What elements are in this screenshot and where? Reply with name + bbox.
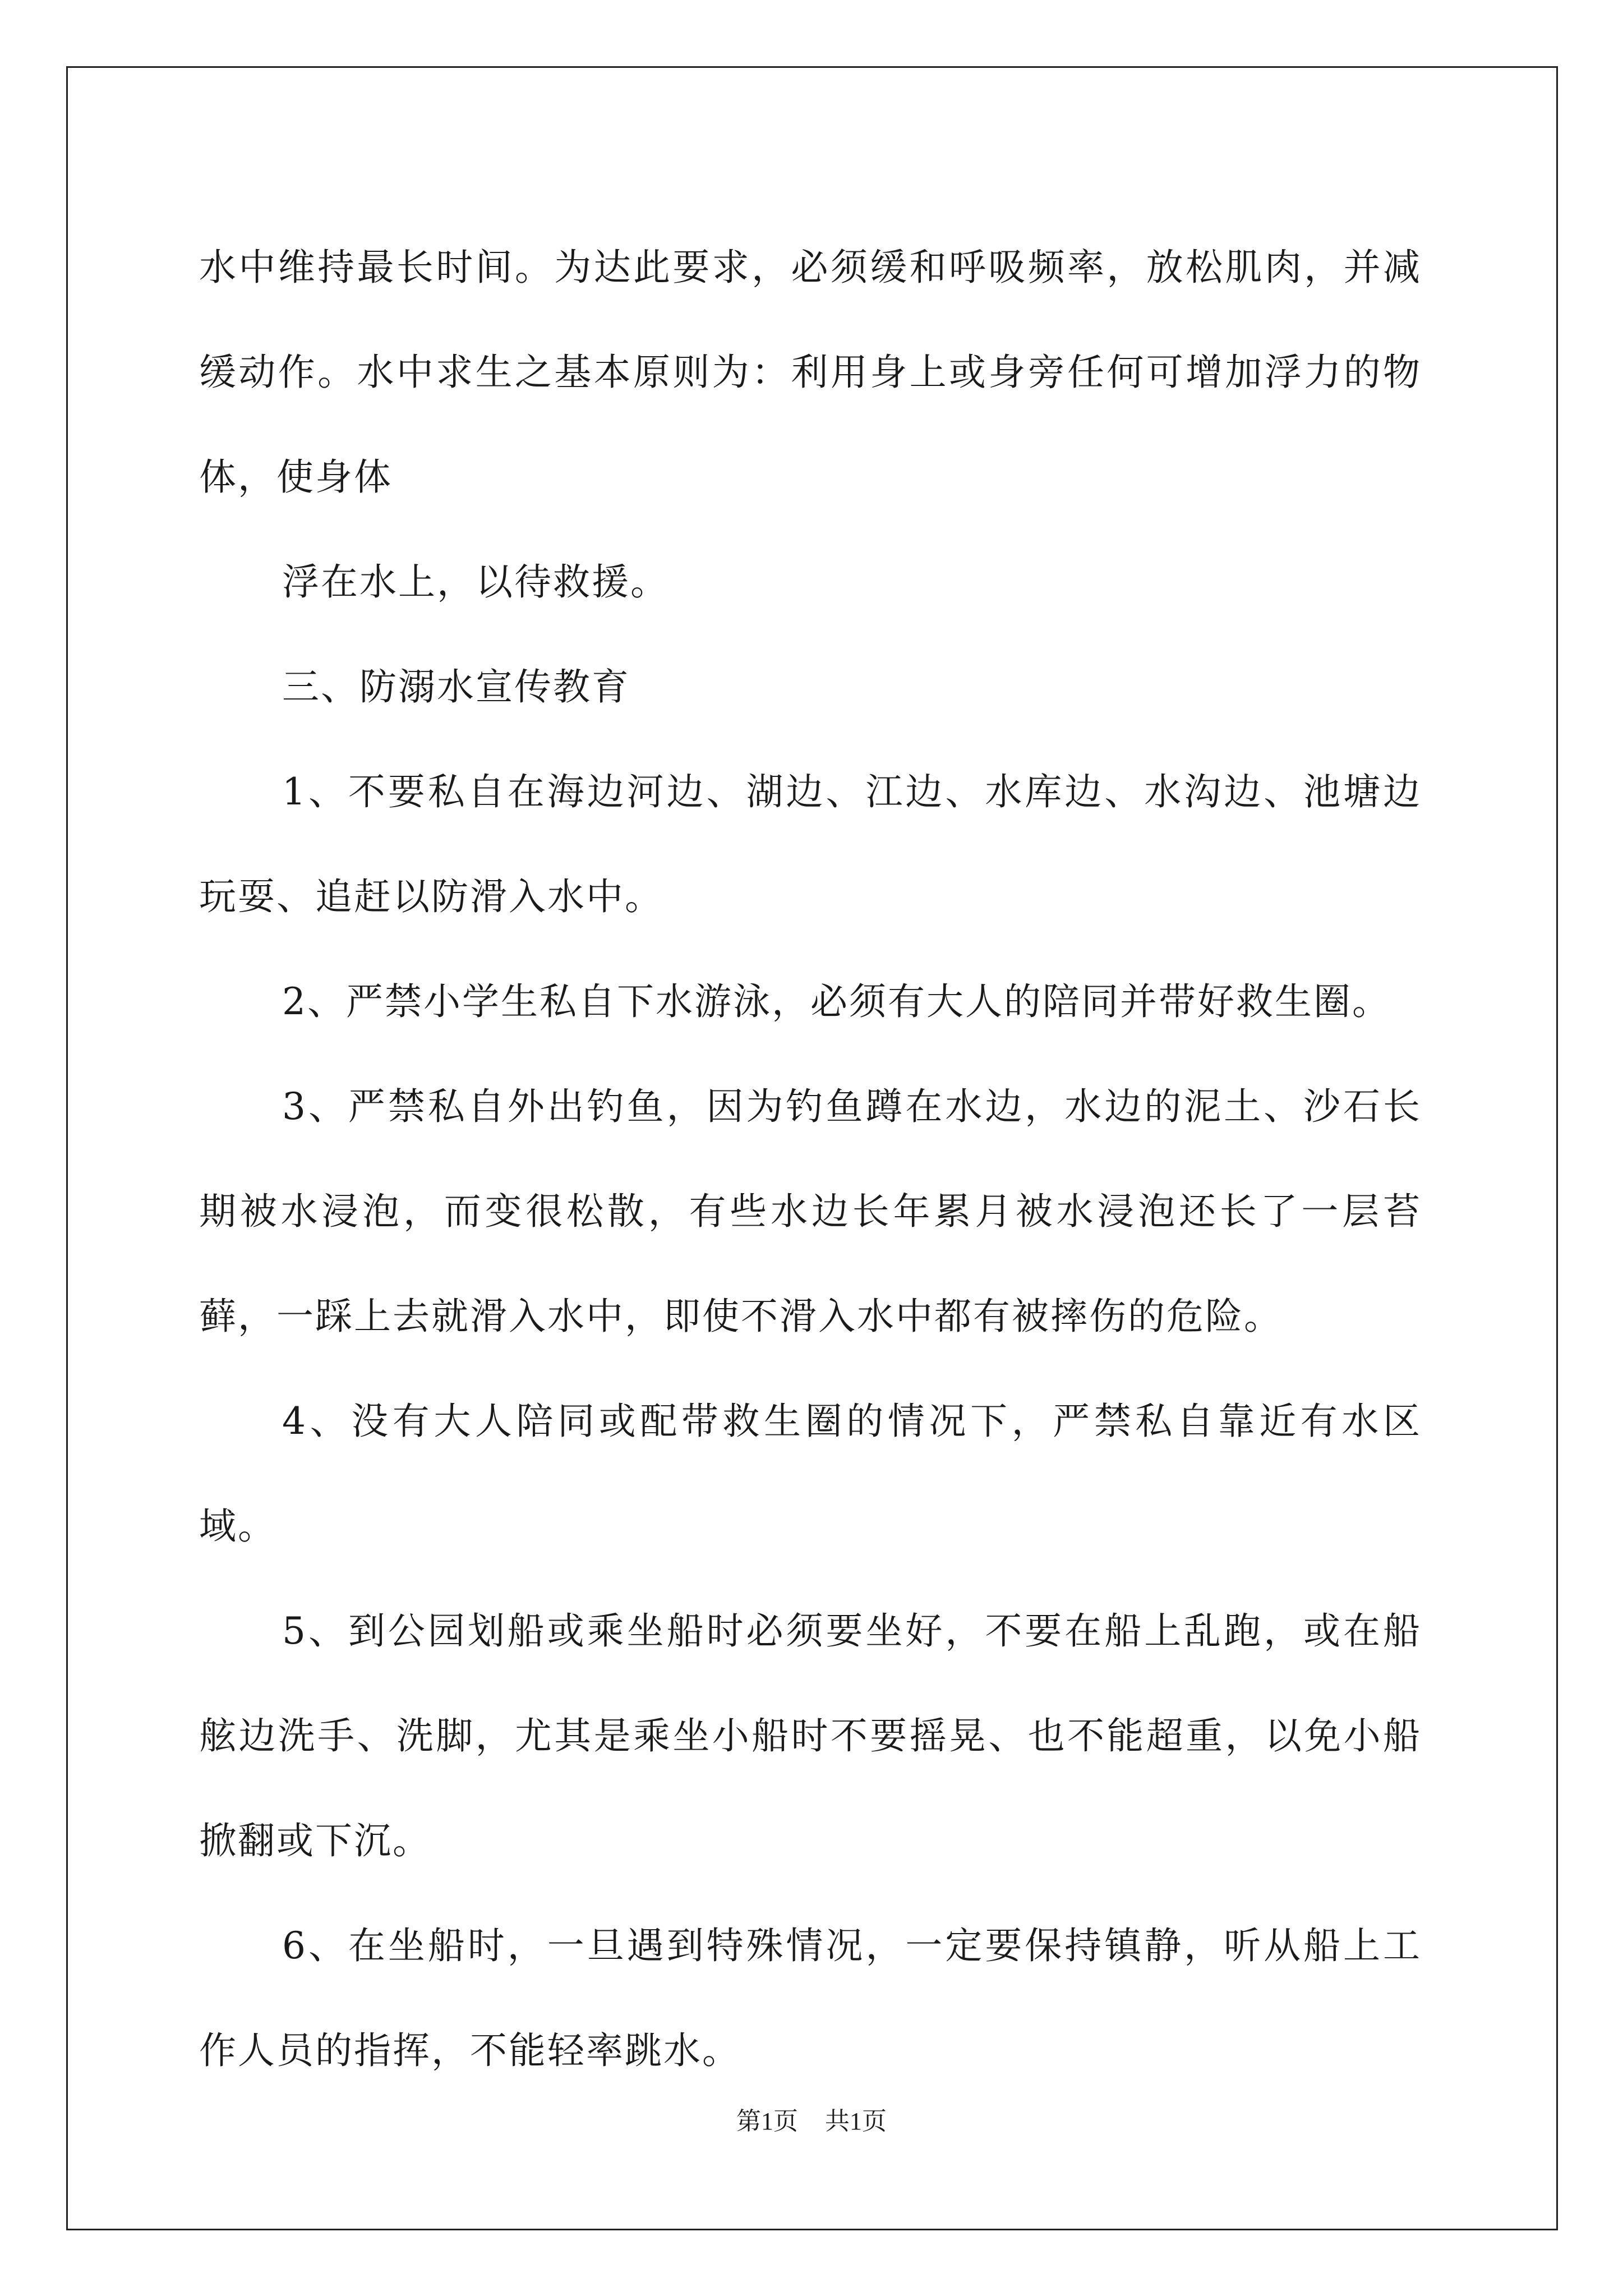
page-footer [0,2101,1623,2137]
page-total: 共1页 [825,2108,887,2135]
list-item-1: 1、不要私自在海边河边、湖边、江边、水库边、水沟边、池塘边玩耍、追赶以防滑入水中。 [199,770,1422,918]
list-item-3: 3、严禁私自外出钓鱼，因为钓鱼蹲在水边，水边的泥土、沙石长期被水浸泡，而变很松散，有些水边长年累月被水浸泡还长了一层苔藓，一踩上去就滑入水中，即使不滑入水中都有被摔伤的危险。 [199,1085,1422,1338]
section-heading: 三、防溺水宣传教育 [282,665,630,708]
list-item-2: 2、严禁小学生私自下水游泳，必须有大人的陪同并带好救生圈。 [282,980,1391,1023]
list-item-5: 5、到公园划船或乘坐船时必须要坐好，不要在船上乱跑，或在船舷边洗手、洗脚，尤其是乘坐小船时不要摇晃、也不能超重，以免小船掀翻或下沉。 [199,1609,1422,1862]
page-number: 第1页 [736,2108,798,2135]
document-body [199,215,1422,2103]
list-item-6: 6、在坐船时，一旦遇到特殊情况，一定要保持镇静，听从船上工作人员的指挥，不能轻率跳水。 [199,1924,1422,2072]
list-item-4: 4、没有大人陪同或配带救生圈的情况下，严禁私自靠近有水区域。 [199,1400,1422,1548]
paragraph-1: 水中维持最长时间。为达此要求，必须缓和呼吸频率，放松肌肉，并减缓动作。水中求生之基本原则为：利用身上或身旁任何可增加浮力的物体，使身体 [199,246,1422,499]
paragraph-2: 浮在水上，以待救援。 [282,560,669,604]
